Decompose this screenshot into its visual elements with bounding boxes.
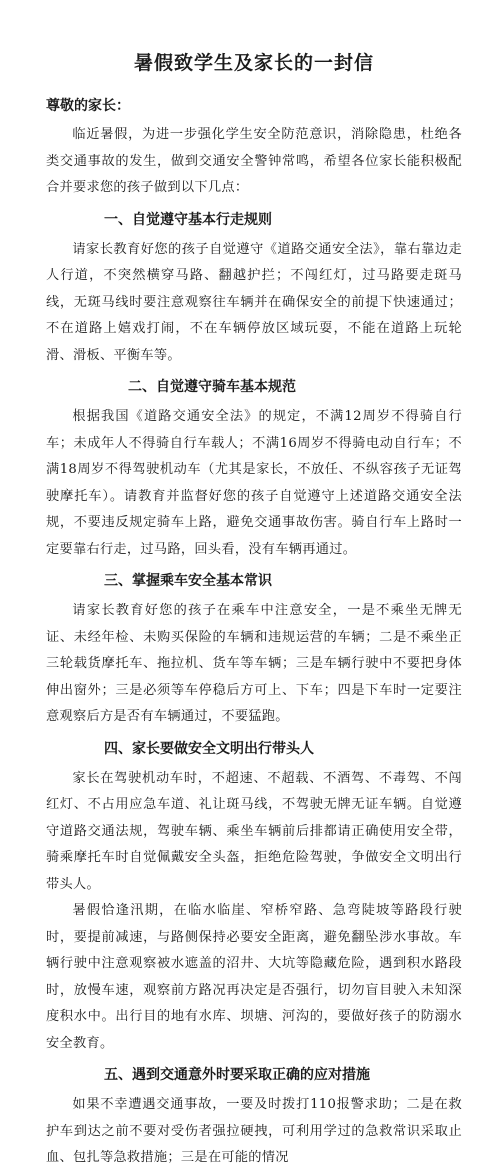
section-5-paragraph: 如果不幸遭遇交通事故，一要及时拨打110报警求助；二是在救护车到达之前不要对受伤者强拉硬拽，可利用学过的急救常识采取止血、包扎等急救措施；三是在可能的情况 [46,1097,462,1165]
section-4-paragraph-2: 暑假恰逢汛期，在临水临崖、窄桥窄路、急弯陡坡等路段行驶时，要提前减速，与路侧保持必要安全距离，避免翻坠涉水事故。车辆行驶中注意观察被水遮盖的沼井、大坑等隐藏危险，遇到积水路段时，放慢车速，观察前方路况再决定是否强行，切勿盲目驶入未知深度积水中。出行目的地有水库、坝塘、河沟的，要做好孩子的防溺水安全教育。 [46,903,462,1051]
section-heading-5: 五、遇到交通意外时要采取正确的应对措施 [104,1067,370,1083]
section-heading-4: 四、家长要做安全文明出行带头人 [104,740,314,757]
section-1-paragraph: 请家长教育好您的孩子自觉遵守《道路交通安全法》，靠右靠边走人行道，不突然横穿马路、翻越护拦；不闯红灯，过马路要走斑马线，无斑马线时要注意观察往车辆并在确保安全的前提下快速通过；不在道路上嬉戏打闹，不在车辆停放区域玩耍，不能在道路上玩轮滑、滑板、平衡车等。 [46,241,462,363]
section-2-paragraph: 根据我国《道路交通安全法》的规定，不满12周岁不得骑自行车；未成年人不得骑自行车载人；不满16周岁不得骑电动自行车；不满18周岁不得驾驶机动车（尤其是家长，不放任、不纵容孩子无证驾驶摩托车）。请教育并监督好您的孩子自觉遵守上述道路交通安全法规，不要违反规定骑车上路，避免交通事故伤害。骑自行车上路时一定要靠右行走，过马路，回头看，没有车辆再通过。 [46,409,462,557]
section-4-paragraph-1: 家长在驾驶机动车时，不超速、不超载、不酒驾、不毒驾、不闯红灯、不占用应急车道、礼让斑马线，不驾驶无牌无证车辆。自觉遵守道路交通法规，驾驶车辆、乘坐车辆前后排都请正确使用安全带，骑乘摩托车时自觉佩戴安全头盔，拒绝危险驾驶，争做安全文明出行带头人。 [46,770,462,892]
section-heading-2: 二、自觉遵守骑车基本规范 [128,379,296,395]
section-heading-1: 一、自觉遵守基本行走规则 [104,211,272,228]
section-heading-3: 三、掌握乘车安全基本常识 [104,573,272,589]
section-3-paragraph: 请家长教育好您的孩子在乘车中注意安全，一是不乘坐无牌无证、未经年检、未购买保险的车辆和违规运营的车辆；二是不乘坐正三轮载货摩托车、拖拉机、货车等车辆；三是车辆行驶中不要把身体伸出窗外；三是必须等车停稳后方可上、下车；四是下车时一定要注意观察后方是否有车辆通过，不要猛跑。 [46,603,462,724]
intro-paragraph: 临近暑假，为进一步强化学生安全防范意识，消除隐患，杜绝各类交通事故的发生，做到交通安全警钟常鸣，希望各位家长能积极配合并要求您的孩子做到以下几点： [46,127,462,195]
page-title: 暑假致学生及家长的一封信 [133,52,374,74]
greeting: 尊敬的家长： [46,98,130,114]
